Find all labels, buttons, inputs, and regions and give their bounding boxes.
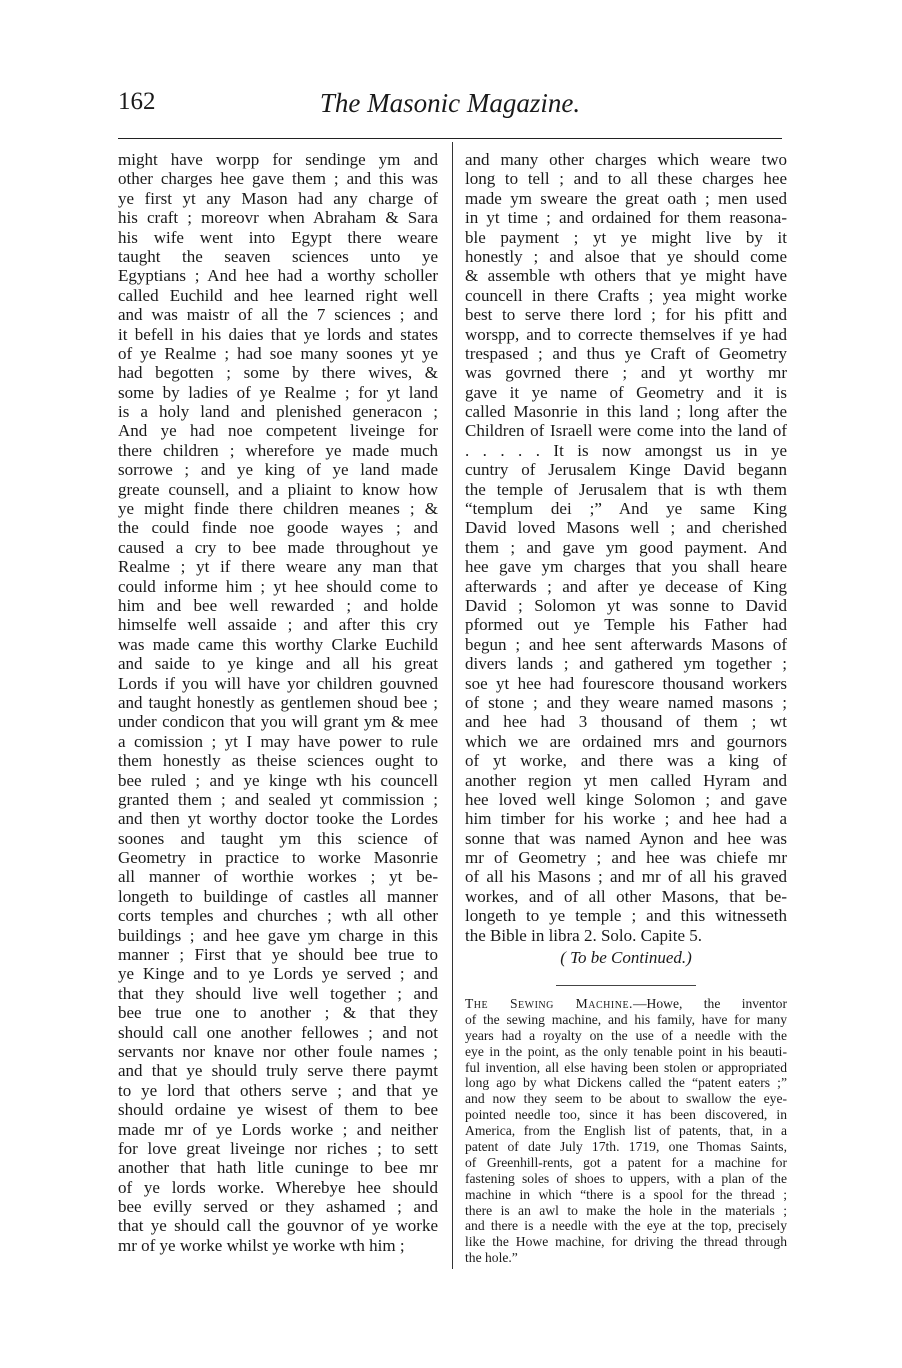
note-line: eye in the point, as the only tenable point in his beauti- [465, 1043, 787, 1059]
text-line: his wife went into Egypt there weare [118, 227, 438, 247]
text-line: of yt worke, and there was a king of [465, 751, 787, 771]
text-line: and was maistr of all the 7 sciences ; and [118, 305, 438, 325]
note-line: there is an awl to make the hole in the materials ; [465, 1202, 787, 1218]
text-line: granted them ; and sealed yt commission ; [118, 789, 438, 809]
text-line: mr of Geometry ; and hee was chiefe mr [465, 848, 787, 868]
text-line: pformed out ye Temple his Father had [465, 615, 787, 635]
text-line: in yt time ; and ordained for them reasona- [465, 208, 787, 228]
text-line: himselfe well assaide ; and after this cry [118, 615, 438, 635]
note-line: years had a royalty on the use of a needle with the [465, 1027, 787, 1043]
text-line: divers lands ; and gathered ym together ; [465, 654, 787, 674]
text-line: greate counsell, and a pliaint to know how [118, 479, 438, 499]
text-line: . . . . . It is now amongst us in ye [465, 440, 787, 460]
note-line [465, 996, 787, 1012]
text-line: called Euchild and hee learned right well [118, 285, 438, 305]
note-line: of Greenhill-rents, got a patent for a machine for [465, 1154, 787, 1170]
text-line: that ye should call the gouvnor of ye worke [118, 1216, 438, 1236]
text-line: made ym sweare the great oath ; men used [465, 188, 787, 208]
text-line: should call one another fellowes ; and not [118, 1022, 438, 1042]
text-line: of all his Masons ; and mr of all his graved [465, 867, 787, 887]
text-line: some by ladies of ye Realme ; for yt land [118, 382, 438, 402]
text-line: gave it ye name of Geometry and it is [465, 382, 787, 402]
text-line: a comission ; yt I may have power to rule [118, 731, 438, 751]
text-line: to ye lord that others serve ; and that ye [118, 1080, 438, 1100]
note-line: like the Howe machine, for driving the thread through [465, 1234, 787, 1250]
right-column-text [465, 150, 787, 945]
text-line: caused a cry to bee made throughout ye [118, 537, 438, 557]
text-line: begun ; and hee sent afterwards Masons of [465, 634, 787, 654]
text-line: called Masonrie in this land ; long after the [465, 402, 787, 422]
text-line: the temple of Jerusalem that is wth them [465, 479, 787, 499]
text-line: another region yt men called Hyram and [465, 770, 787, 790]
note-line: America, from the English list of patents, that, in a [465, 1123, 787, 1139]
text-line: long to tell ; and to all these charges hee [465, 169, 787, 189]
text-line: longeth to buildinge of castles all manner [118, 886, 438, 906]
right-column [465, 150, 787, 1266]
text-line: Realme ; yt if there weare any man that [118, 557, 438, 577]
text-line: taught the seaven sciences unto ye [118, 246, 438, 266]
text-line: ye might finde there children meanes ; & [118, 499, 438, 519]
text-line: corts temples and churches ; wth all other [118, 906, 438, 926]
text-line: them honestly as theise sciences ought to [118, 751, 438, 771]
text-line: Egyptians ; And hee had a worthy scholler [118, 266, 438, 286]
text-line: made mr of ye Lords worke ; and neither [118, 1119, 438, 1139]
note-line: machine in which “there is a spool for the thread ; [465, 1186, 787, 1202]
text-line: is a holy land and plenished generacon ; [118, 402, 438, 422]
text-line: bee ruled ; and ye kinge wth his councell [118, 770, 438, 790]
text-line: servants nor knave nor other foule names ; [118, 1041, 438, 1061]
note-line: long ago by what Dickens called the “patent eaters ;” [465, 1075, 787, 1091]
note-line: pointed needle too, since it has been discovered, in [465, 1107, 787, 1123]
text-line: that they should live well together ; and [118, 983, 438, 1003]
note-line: fastening soles of shoes to uppers, with a plan of the [465, 1170, 787, 1186]
sewing-machine-note [465, 996, 787, 1266]
text-line: hee loved well kinge Solomon ; and gave [465, 789, 787, 809]
text-line: might have worpp for sendinge ym and [118, 150, 438, 169]
text-line: there children ; wherefore ye made much [118, 440, 438, 460]
note-line: patent of date July 17th. 1719, one Thomas Saints, [465, 1139, 787, 1155]
text-line: cuntry of Jerusalem Kinge David begann [465, 460, 787, 480]
text-line: for love great liveinge nor riches ; to sett [118, 1138, 438, 1158]
text-line: and then yt worthy doctor tooke the Lordes [118, 809, 438, 829]
text-line: workes, and of all other Masons, that be- [465, 886, 787, 906]
text-line: And ye had noe competent liveinge for [118, 421, 438, 441]
text-line: of stone ; and they weare named masons ; [465, 692, 787, 712]
text-line: him timber for his worke ; and hee had a [465, 809, 787, 829]
text-line: his craft ; moreovr when Abraham & Sara [118, 208, 438, 228]
column-divider [452, 142, 453, 1269]
text-line: Children of Israell were come into the land of [465, 421, 787, 441]
text-line: other charges hee gave them ; and this was [118, 169, 438, 189]
text-line: worspp, and to correcte themselves if ye had [465, 324, 787, 344]
text-line: it befell in his daies that ye lords and states [118, 324, 438, 344]
text-line: honestly ; and alsoe that ye should come [465, 246, 787, 266]
text-line: the Bible in libra 2. Solo. Capite 5. [465, 925, 703, 945]
note-heading: The Sewing Machine. [465, 996, 633, 1012]
text-line: and saide to ye kinge and all his great [118, 654, 438, 674]
text-line: and many other charges which weare two [465, 150, 787, 169]
text-line: & assemble wth others that ye might have [465, 266, 787, 286]
text-line: buildings ; and hee gave ym charge in this [118, 925, 438, 945]
text-line: was govrned there ; and yt worthy mr [465, 363, 787, 383]
text-line: under condicon that you will grant ym & mee [118, 712, 438, 732]
text-line: and that ye should truly serve there paymt [118, 1061, 438, 1081]
text-line: hee gave ym charges that you shall heare [465, 557, 787, 577]
text-line: the could finde noe goode wayes ; and [118, 518, 438, 538]
text-line: afterwards ; and after ye decease of King [465, 576, 787, 596]
note-first-line: —Howe, the inventor [632, 996, 787, 1012]
text-line: bee true one to another ; & that they [118, 1003, 438, 1023]
text-line: sonne that was named Aynon and hee was [465, 828, 787, 848]
text-line: could informe him ; yt hee should come to [118, 576, 438, 596]
page-number: 162 [118, 88, 156, 115]
text-line: soe yt hee had fourescore thousand workers [465, 673, 787, 693]
text-line: ble payment ; yt ye might live by it [465, 227, 787, 247]
text-line: another that hath litle cuninge to bee mr [118, 1158, 438, 1178]
text-line: of ye Realme ; had soe many soones yt ye [118, 343, 438, 363]
text-line: Lords if you will have yor children gouvned [118, 673, 438, 693]
note-line: of the sewing machine, and his family, have for many [465, 1011, 787, 1027]
text-line: David loved Masons well ; and cherished [465, 518, 787, 538]
note-line: and there is a needle with the eye at the top, precisely [465, 1218, 787, 1234]
text-line: sorrowe ; and ye king of ye land made [118, 460, 438, 480]
header-rule [118, 138, 782, 139]
text-line: Geometry in practice to worke Masonrie [118, 848, 438, 868]
text-line: him and bee well rewarded ; and holde [118, 595, 438, 615]
left-column [118, 150, 438, 1255]
text-line: and hee had 3 thousand of them ; wt [465, 712, 787, 732]
text-line: them ; and gave ym good payment. And [465, 537, 787, 557]
page-header [118, 88, 782, 128]
text-line: “templum dei ;” And ye same King [465, 499, 787, 519]
text-line: trespased ; and thus ye Craft of Geometry [465, 343, 787, 363]
text-line: was made came this worthy Clarke Euchild [118, 634, 438, 654]
text-line: manner ; First that ye should bee true to [118, 945, 438, 965]
text-line: longeth to ye temple ; and this witnesseth [465, 906, 787, 926]
note-line: ful invention, all else having been stolen or appropriated [465, 1059, 787, 1075]
running-title: The Masonic Magazine. [319, 88, 581, 118]
text-line: which we are ordained mrs and gournors [465, 731, 787, 751]
text-line: David ; Solomon yt was sonne to David [465, 595, 787, 615]
text-line: ye Kinge and to ye Lords ye served ; and [118, 964, 438, 984]
text-line: and taught honestly as gentlemen shoud bee ; [118, 692, 438, 712]
text-line: soones and taught ym this science of [118, 828, 438, 848]
text-line: bee evilly served or they ashamed ; and [118, 1197, 438, 1217]
text-line: best to serve there lord ; for his pfitt and [465, 305, 787, 325]
text-line: ye first yt any Mason had any charge of [118, 188, 438, 208]
text-line: had begotten ; some by there wives, & [118, 363, 438, 383]
text-line: mr of ye worke whilst ye worke wth him ; [118, 1235, 405, 1255]
text-line: councell in there Crafts ; yea might worke [465, 285, 787, 305]
note-line: and now they seem to be about to swallow the eye- [465, 1091, 787, 1107]
text-line: of ye lords worke. Wherebye hee should [118, 1177, 438, 1197]
text-line: should ordaine ye wisest of them to bee [118, 1100, 438, 1120]
continued-notice: ( To be Continued.) [560, 948, 692, 968]
text-line: all manner of worthie workes ; yt be- [118, 867, 438, 887]
note-line: the hole.” [465, 1250, 518, 1266]
section-rule [556, 985, 696, 986]
